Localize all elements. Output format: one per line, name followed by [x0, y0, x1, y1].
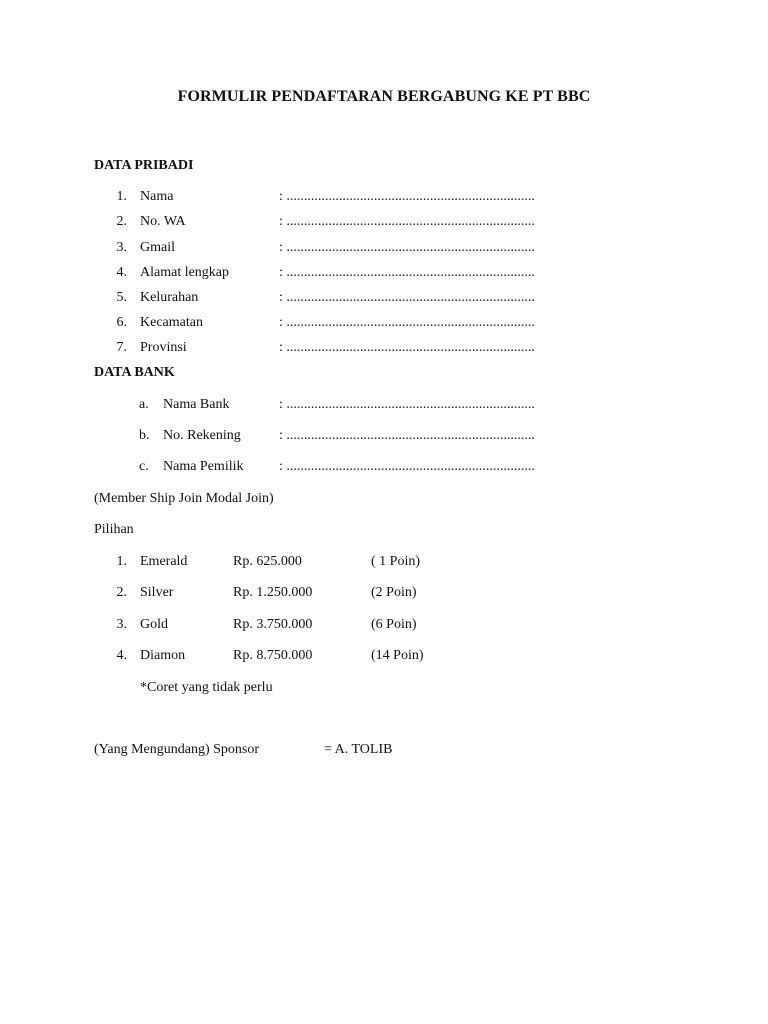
- option-number: 1.: [116, 554, 127, 569]
- field-number: 1.: [116, 189, 127, 204]
- field-label-kecamatan: Kecamatan: [140, 315, 203, 330]
- option-price: Rp. 1.250.000: [233, 585, 313, 600]
- form-title: FORMULIR PENDAFTARAN BERGABUNG KE PT BBC: [177, 88, 591, 105]
- field-label-nama: Nama: [140, 189, 174, 204]
- field-label-alamat: Alamat lengkap: [140, 265, 230, 280]
- field-input-provinsi[interactable]: : .......................................................................: [279, 340, 535, 355]
- field-number: 7.: [116, 340, 127, 355]
- option-points: (6 Poin): [371, 617, 417, 632]
- field-number: 4.: [116, 265, 127, 280]
- field-label-no-wa: No. WA: [140, 214, 186, 229]
- option-price: Rp. 3.750.000: [233, 617, 313, 632]
- field-letter: b.: [139, 428, 150, 443]
- option-price: Rp. 8.750.000: [233, 648, 313, 663]
- pilihan-heading: Pilihan: [94, 522, 134, 537]
- field-input-no-wa[interactable]: : .......................................................................: [279, 214, 535, 229]
- field-label-kelurahan: Kelurahan: [140, 290, 199, 305]
- option-number: 3.: [116, 617, 127, 632]
- field-letter: a.: [139, 397, 149, 412]
- sponsor-value: = A. TOLIB: [324, 742, 393, 757]
- option-name-silver[interactable]: Silver: [140, 585, 174, 600]
- field-number: 3.: [116, 240, 127, 255]
- field-input-nama-pemilik[interactable]: : .......................................................................: [279, 459, 535, 474]
- field-number: 5.: [116, 290, 127, 305]
- field-input-no-rekening[interactable]: : .......................................................................: [279, 428, 535, 443]
- field-label-gmail: Gmail: [140, 240, 175, 255]
- field-input-gmail[interactable]: : .......................................................................: [279, 240, 535, 255]
- option-name-emerald[interactable]: Emerald: [140, 554, 188, 569]
- option-name-diamon[interactable]: Diamon: [140, 648, 186, 663]
- option-name-gold[interactable]: Gold: [140, 617, 168, 632]
- membership-note: (Member Ship Join Modal Join): [94, 491, 274, 506]
- field-label-no-rekening: No. Rekening: [163, 428, 241, 443]
- option-number: 4.: [116, 648, 127, 663]
- option-number: 2.: [116, 585, 127, 600]
- field-input-nama-bank[interactable]: : .......................................................................: [279, 397, 535, 412]
- field-number: 6.: [116, 315, 127, 330]
- section-heading-data-pribadi: DATA PRIBADI: [94, 158, 194, 173]
- section-heading-data-bank: DATA BANK: [94, 365, 175, 380]
- field-letter: c.: [139, 459, 149, 474]
- field-input-nama[interactable]: : .......................................................................: [279, 189, 535, 204]
- field-number: 2.: [116, 214, 127, 229]
- option-points: ( 1 Poin): [371, 554, 420, 569]
- field-label-provinsi: Provinsi: [140, 340, 187, 355]
- field-input-kecamatan[interactable]: : .......................................................................: [279, 315, 535, 330]
- option-points: (14 Poin): [371, 648, 424, 663]
- sponsor-label: (Yang Mengundang) Sponsor: [94, 742, 260, 757]
- field-input-kelurahan[interactable]: : .......................................................................: [279, 290, 535, 305]
- field-input-alamat[interactable]: : .......................................................................: [279, 265, 535, 280]
- option-points: (2 Poin): [371, 585, 417, 600]
- pilihan-note: *Coret yang tidak perlu: [140, 680, 273, 695]
- field-label-nama-pemilik: Nama Pemilik: [163, 459, 244, 474]
- option-price: Rp. 625.000: [233, 554, 302, 569]
- field-label-nama-bank: Nama Bank: [163, 397, 230, 412]
